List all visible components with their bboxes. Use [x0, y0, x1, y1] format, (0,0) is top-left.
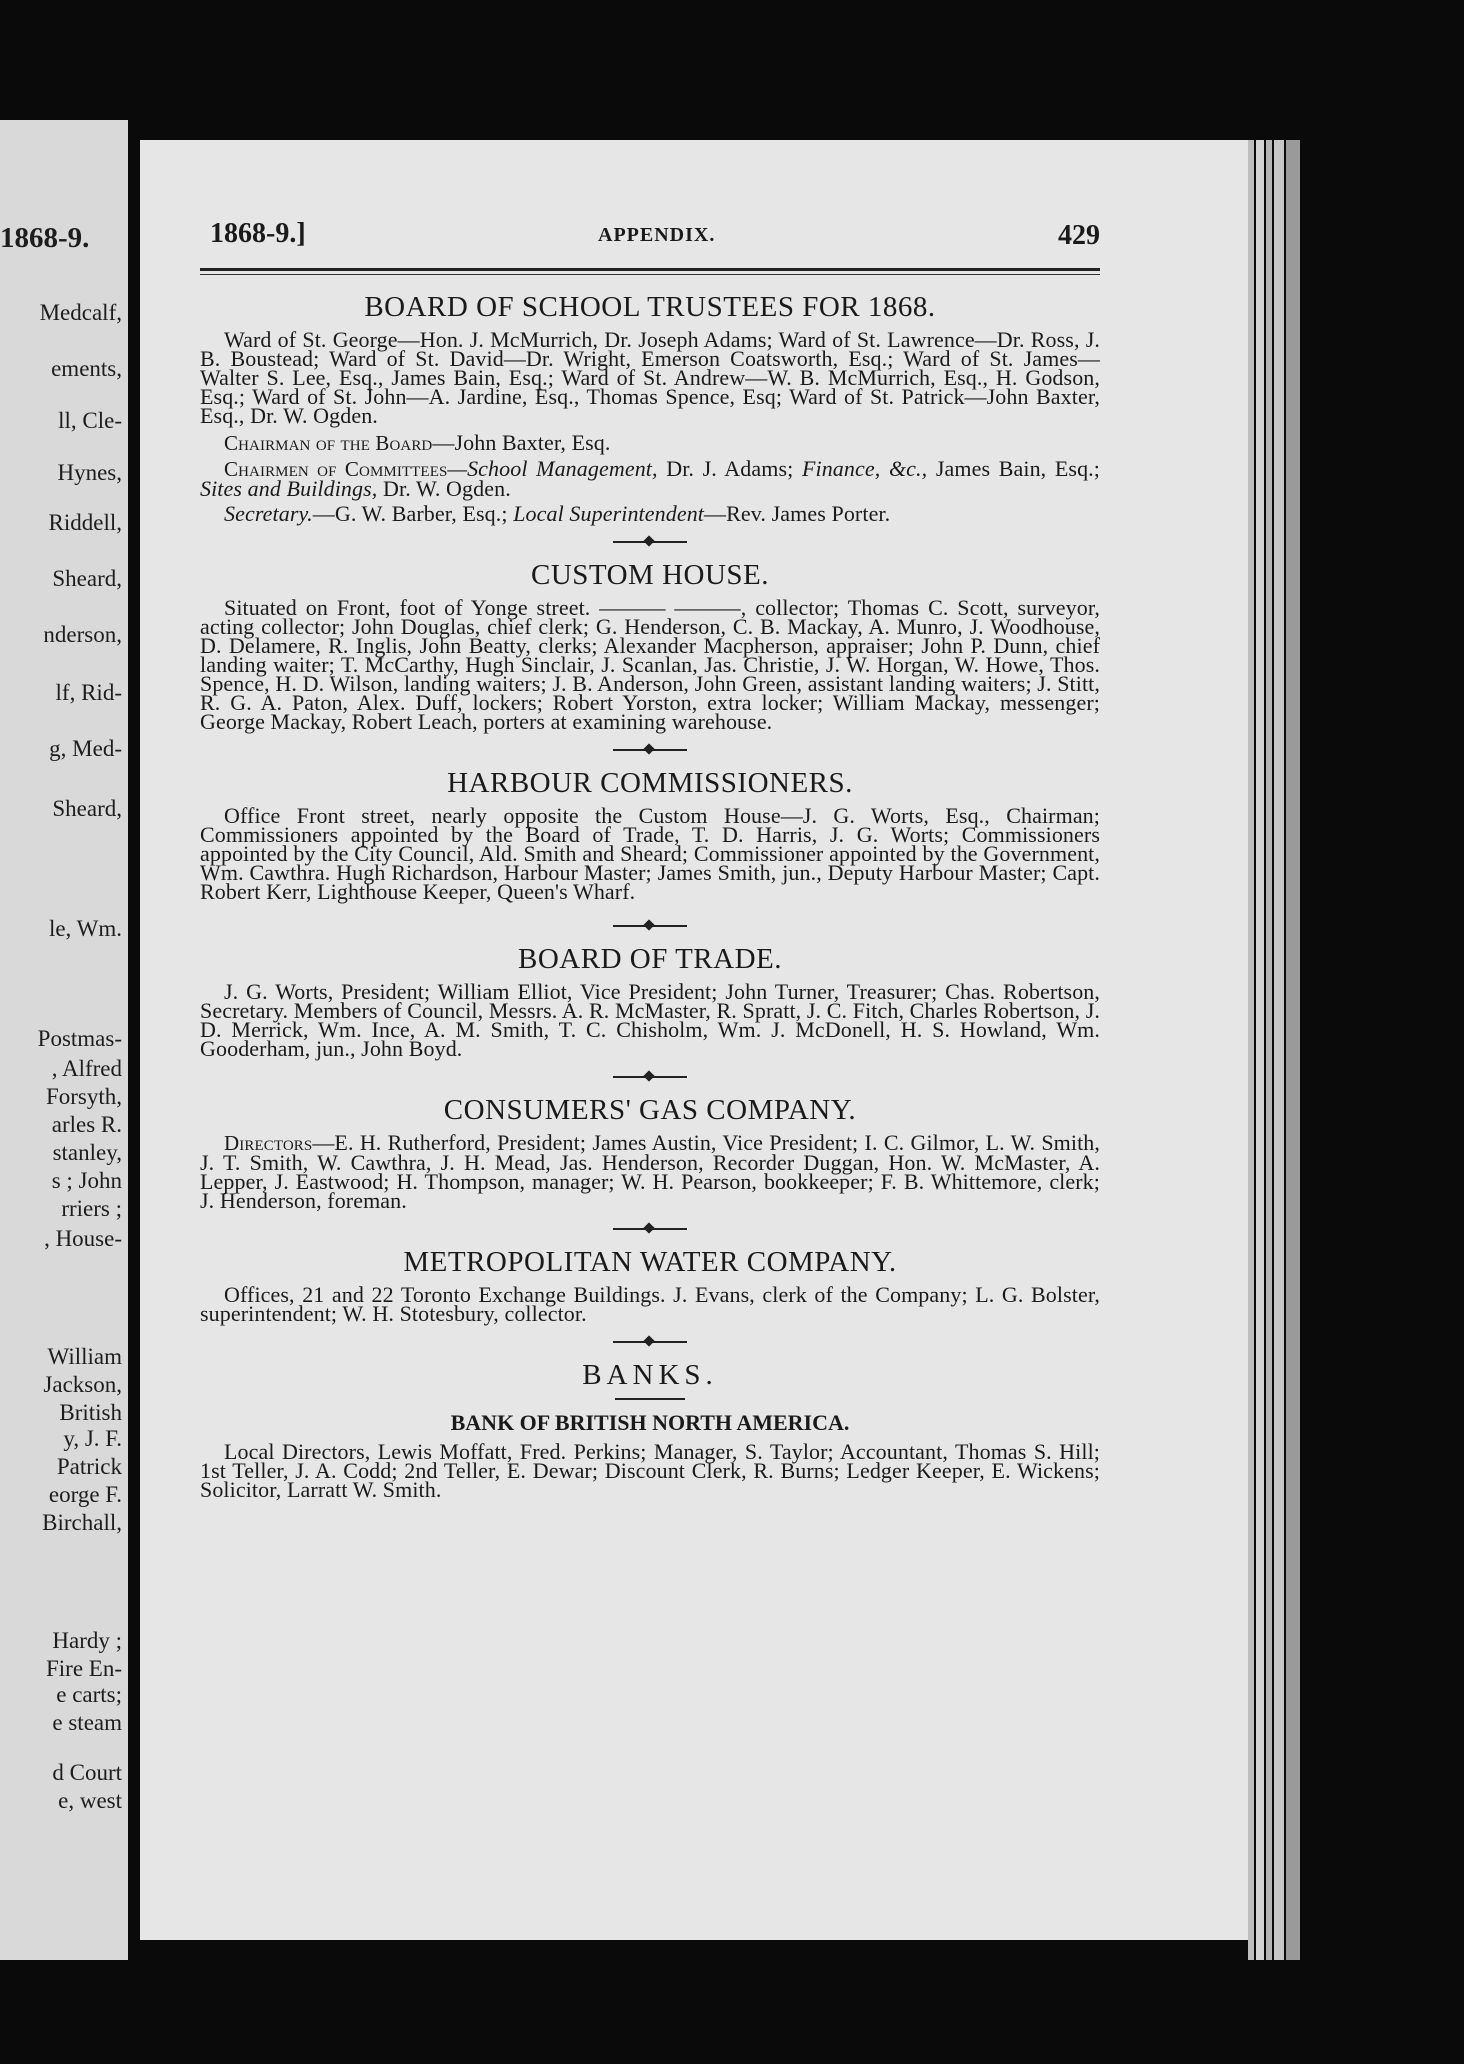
page-edge: [1274, 140, 1284, 1960]
left-page-line: Hynes,: [57, 460, 122, 485]
left-page-line: Postmas-: [37, 1026, 122, 1051]
gas-directors-label: Directors: [224, 1131, 313, 1155]
gas-company-text: [200, 1130, 1100, 1213]
banks-rule: [615, 1398, 685, 1400]
left-page-fragment: [0, 120, 128, 1960]
school-trustees-wards: Ward of St. George—Hon. J. McMurrich, Dr. Joseph Adams; Ward of St. Lawrence—Dr. Ross, J. B. Boustead; Ward of St. David—Dr. Wright, Emerson Coatsworth, Esq.; Ward of St. James—Walter S. Lee, Esq., James Bain, Esq.; Ward of St. Andrew—W. B. McMurrich, Esq., H. Godson, Esq.; Ward of St. John—A. Jardine, Esq., Thomas Spence, Esq; Ward of St. Patrick—John Baxter, Esq., Dr. W. Ogden.: [200, 327, 1100, 428]
section-separator: [200, 1220, 1100, 1234]
page-edge: [1286, 140, 1300, 1960]
section-separator: [200, 1333, 1100, 1347]
left-page-line: Sheard,: [52, 566, 122, 591]
left-page-line: nderson,: [43, 622, 122, 647]
harbour-text: Office Front street, nearly opposite the Custom House—J. G. Worts, Esq., Chairman; Commissioners appointed by the Board of Trade, T. D. Harris, J. G. Worts; Commissioners appointed by the City Council, Ald. Smith and Sheard; Commissioner appointed by the Government, Wm. Cawthra. Hugh Richardson, Harbour Master; James Smith, jun., Deputy Harbour Master; Capt. Robert Kerr, Lighthouse Keeper, Queen's Wharf.: [200, 803, 1100, 904]
section-title-custom-house: CUSTOM HOUSE.: [530, 559, 769, 591]
left-page-header: 1868-9.: [0, 222, 90, 254]
left-page-line: rriers ;: [61, 1196, 122, 1221]
section-title-school-trustees: BOARD OF SCHOOL TRUSTEES FOR 1868.: [364, 291, 936, 323]
superintendent-value: —Rev. James Porter.: [704, 501, 891, 526]
left-page-line: , House-: [44, 1226, 122, 1251]
header-title: APPENDIX.: [598, 224, 716, 246]
committee-adams: Dr. J. Adams;: [657, 456, 802, 481]
section-title-board-of-trade: BOARD OF TRADE.: [518, 943, 782, 975]
chairman-line: [200, 430, 1100, 455]
left-page-line: ements,: [51, 356, 122, 381]
section-separator: [200, 741, 1100, 755]
left-page-line: d Court: [52, 1760, 122, 1785]
gas-directors-value: —E. H. Rutherford, President; James Austin, Vice President; I. C. Gilmor, L. W. Smith, J. T. Smith, W. Cawthra, J. H. Mead, Jas. Henderson, Recorder Duggan, Hon. W. McMaster, A. Lepper, J. Eastwood; H. Thompson, manager; W. H. Pearson, bookkeeper; F. B. Whittemore, clerk; J. Henderson, foreman.: [200, 1130, 1100, 1213]
committee-sites: Sites and Buildings,: [200, 476, 378, 501]
chairman-value: —John Baxter, Esq.: [432, 430, 611, 455]
secretary-value: —G. W. Barber, Esq.;: [312, 501, 514, 526]
left-page-line: Birchall,: [42, 1510, 122, 1535]
left-page-line: y, J. F.: [63, 1426, 122, 1451]
left-page-line: Jackson,: [43, 1372, 122, 1397]
chairman-label: Chairman of the Board: [224, 431, 433, 455]
section-separator: [200, 1068, 1100, 1082]
section-separator: [200, 533, 1100, 547]
secretary-line: [200, 501, 1100, 526]
section-title-banks: BANKS.: [582, 1359, 718, 1391]
page-edge: [1256, 140, 1264, 1960]
secretary-label: Secretary.: [224, 501, 313, 526]
left-page-line: lf, Rid-: [55, 680, 122, 705]
left-page-line: s ; John: [51, 1168, 122, 1193]
left-page-line: Patrick: [56, 1454, 122, 1479]
superintendent-label: Local Superintendent: [513, 501, 705, 526]
left-page-line: , Alfred: [51, 1056, 122, 1081]
left-page-line: British: [59, 1400, 122, 1425]
left-page-line: William: [47, 1344, 122, 1369]
left-page-line: arles R.: [51, 1112, 122, 1137]
committee-school-management: —School Management,: [447, 456, 658, 481]
page-number: 429: [1058, 220, 1100, 251]
running-header: [200, 218, 1100, 260]
section-title-gas-company: CONSUMERS' GAS COMPANY.: [443, 1094, 857, 1126]
header-year: 1868-9.]: [210, 218, 306, 249]
page-edge: [1266, 140, 1272, 1960]
left-page-line: Hardy ;: [52, 1628, 122, 1653]
left-page-line: Riddell,: [48, 510, 122, 535]
bank-text: Local Directors, Lewis Moffatt, Fred. Perkins; Manager, S. Taylor; Accountant, Thomas S. Hill; 1st Teller, J. A. Codd; 2nd Teller, E. Dewar; Discount Clerk, R. Burns; Ledger Keeper, E. Wickens; Solicitor, Larratt W. Smith.: [200, 1439, 1100, 1502]
left-page-line: le, Wm.: [48, 916, 122, 941]
left-page-line: g, Med-: [49, 736, 122, 761]
bank-subtitle: BANK OF BRITISH NORTH AMERICA.: [450, 1410, 850, 1435]
left-page-line: e, west: [58, 1788, 122, 1813]
left-page-line: Forsyth,: [45, 1084, 122, 1109]
board-of-trade-text: J. G. Worts, President; William Elliot, Vice President; John Turner, Treasurer; Chas. Robertson, Secretary. Members of Council, Messrs. A. R. McMaster, R. Spratt, J. C. Fitch, Charles Robertson, J. D. Merrick, Wm. Ince, A. M. Smith, T. C. Chisholm, Wm. J. McDonell, H. S. Howland, Wm. Gooderham, jun., John Boyd.: [200, 979, 1100, 1061]
custom-house-text: Situated on Front, foot of Yonge street. ——— ———, collector; Thomas C. Scott, surveyor, acting collector; John Douglas, chief clerk; G. Henderson, C. B. Mackay, A. Munro, J. Woodhouse, D. Delamere, R. Inglis, John Beatty, clerks; Alexander Macpherson, appraiser; John P. Dunn, chief landing waiter; T. McCarthy, Hugh Sinclair, J. Scanlan, Jas. Christie, J. W. Horgan, W. Howe, Thos. Spence, H. D. Wilson, landing waiters; J. B. Anderson, John Green, assistant landing waiters; J. Stitt, R. G. A. Paton, Alex. Duff, lockers; Robert Yorston, extra locker; William Mackay, messenger; George Mackay, Robert Leach, porters at examining warehouse.: [200, 595, 1100, 734]
left-page-line: e carts;: [56, 1682, 122, 1707]
water-company-text: Offices, 21 and 22 Toronto Exchange Buildings. J. Evans, clerk of the Company; L. G. Bolster, superintendent; W. H. Stotesbury, collector.: [200, 1282, 1100, 1326]
committees-line: [200, 456, 1100, 501]
header-rule: [200, 268, 1100, 271]
left-page-line: Medcalf,: [39, 300, 122, 325]
page-content: [200, 218, 1100, 1507]
header-rule-thin: [200, 274, 1100, 275]
committee-bain: James Bain, Esq.;: [927, 456, 1100, 481]
committee-ogden: Dr. W. Ogden.: [377, 476, 511, 501]
left-page-line: Fire En-: [45, 1656, 122, 1681]
page-edge: [1248, 140, 1254, 1960]
left-page-line: stanley,: [52, 1140, 122, 1165]
section-separator: [200, 917, 1100, 931]
left-page-line: eorge F.: [48, 1482, 122, 1507]
left-page-line: e steam: [52, 1710, 122, 1735]
left-page-line: ll, Cle-: [58, 408, 122, 433]
committee-finance: Finance, &c.,: [801, 456, 928, 481]
section-title-water-company: METROPOLITAN WATER COMPANY.: [403, 1246, 897, 1278]
left-page-line: Sheard,: [52, 796, 122, 821]
committees-label: Chairmen of Committees: [224, 457, 448, 481]
section-title-harbour: HARBOUR COMMISSIONERS.: [447, 767, 853, 799]
